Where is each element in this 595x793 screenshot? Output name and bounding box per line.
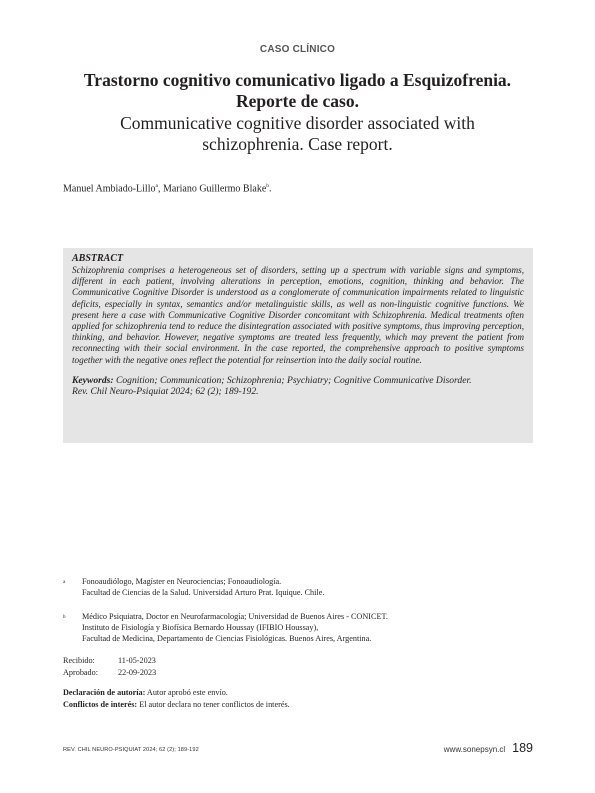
title-english-line-1: Communicative cognitive disorder associated with — [120, 113, 475, 133]
affiliation-b-mark: b — [63, 615, 66, 620]
title-spanish-line-2: Reporte de caso. — [236, 91, 359, 111]
authorship-label: Declaración de autoría: — [63, 688, 146, 697]
abstract-heading: ABSTRACT — [72, 253, 124, 264]
author-2-mark: b — [266, 183, 270, 189]
conflicts-label: Conflictos de interés: — [63, 700, 138, 709]
keywords-block — [72, 375, 524, 398]
page-number: 189 — [512, 741, 533, 755]
footer-journal-ref: REV. CHIL NEURO-PSIQUIAT 2024; 62 (2); 189-192 — [63, 747, 199, 753]
received-row — [63, 655, 156, 667]
affiliation-a-line-2: Facultad de Ciencias de la Salud. Universidad Arturo Prat. Iquique. Chile. — [82, 588, 325, 597]
affiliation-a-mark: a — [63, 580, 66, 585]
citation: Rev. Chil Neuro-Psiquiat 2024; 62 (2); 189-192. — [72, 386, 259, 398]
affiliation-b-line-1: Médico Psiquiatra, Doctor en Neurofarmacología; Universidad de Buenos Aires - CONICET. — [82, 612, 388, 621]
keywords-label: Keywords: — [72, 374, 114, 386]
footer-website: www.sonepsyn.cl — [443, 745, 506, 754]
authorship-text: Autor aprobó este envío. — [145, 688, 228, 697]
abstract-body: Schizophrenia comprises a heterogeneous set of disorders, setting up a spectrum with variable signs and symptoms, different in each patient, involving alterations in perception, emotions, cognition, thinking and behavior. The Communicative Cognitive Disorder is understood as a conglomerate of communication impairments related to linguistic deficits, especially in syntax, semantics and/or metalinguistic skills, as well as non-linguistic cognitive functions. We present here a case with Communicative Cognitive Disorder concomitant with Schizophrenia. Medical treatments often applied for schizophrenia tend to reduce the disintegration associated with positive symptoms, thus improving perception, thinking, and behavior. However, negative symptoms are treated less frequently, which may prevent the patient from reconnecting with their social environment. In the case reported, the comprehensive approach to positive symptoms together with the negative ones reflect the potential for reinsertion into the daily social routine. — [72, 265, 524, 365]
article-title — [40, 70, 555, 155]
conflicts-declaration — [63, 699, 290, 711]
declarations-block — [63, 687, 290, 711]
received-value: 11-05-2023 — [118, 656, 156, 665]
title-spanish-line-1: Trastorno cognitivo comunicativo ligado a Esquizofrenia. — [83, 70, 512, 90]
affiliation-b — [63, 611, 533, 644]
authorship-declaration — [63, 687, 290, 699]
author-list — [63, 183, 272, 194]
affiliation-a-line-1: Fonoaudiólogo, Magíster en Neurociencias; Fonoaudiología. — [82, 577, 282, 586]
author-1-name: Manuel Ambiado-Lillo — [63, 183, 156, 195]
title-english-line-2: schizophrenia. Case report. — [202, 134, 393, 154]
approved-value: 22-09-2023 — [118, 668, 157, 677]
affiliation-b-line-2: Instituto de Fisiología y Biofísica Bernardo Houssay (IFIBIO Houssay), — [82, 623, 319, 632]
conflicts-text: El autor declara no tener conflictos de interés. — [137, 700, 290, 709]
author-2-name: Mariano Guillermo Blake — [162, 183, 267, 195]
author-separator: , — [157, 183, 163, 195]
footer-right — [444, 741, 533, 755]
received-label: Recibido: — [63, 656, 95, 665]
title-english — [40, 113, 555, 155]
dates-block — [63, 655, 156, 679]
approved-label: Aprobado: — [63, 668, 99, 677]
approved-row — [63, 667, 156, 679]
section-label: CASO CLÍNICO — [259, 44, 336, 55]
abstract-box — [63, 248, 533, 443]
affiliation-b-line-3: Facultad de Medicina, Departamento de Ciencias Fisiológicas. Buenos Aires, Argentina. — [82, 634, 372, 643]
author-list-end: . — [269, 183, 272, 195]
keywords-list: Cognition; Communication; Schizophrenia; Psychiatry; Cognitive Communicative Disorder. — [113, 374, 472, 386]
author-1-mark: a — [155, 183, 158, 189]
title-spanish — [40, 70, 555, 112]
affiliation-a — [63, 576, 533, 598]
